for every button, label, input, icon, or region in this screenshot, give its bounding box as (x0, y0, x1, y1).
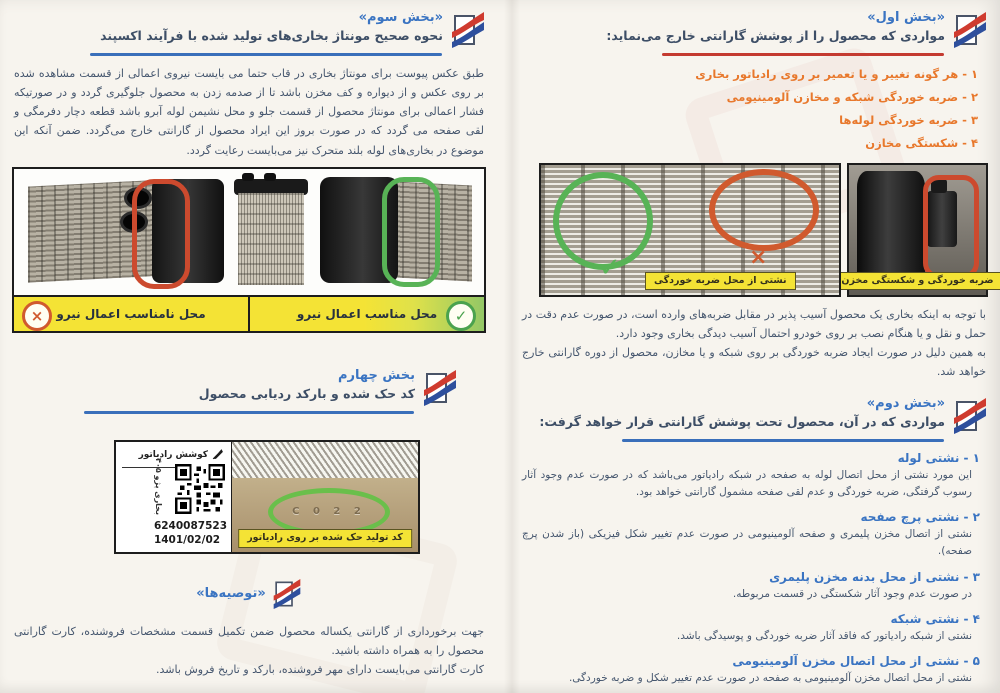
section1-paragraph: به همین دلیل در صورت ایجاد ضربه خوردگی بر روی شبکه و یا مخازن، محصول از دوره گارانتی خارج خواهد شد. (522, 346, 986, 379)
radiator-fins-strip (232, 442, 418, 478)
damage-outline (923, 175, 979, 279)
section2-underline (622, 439, 944, 442)
section3-titles (100, 9, 443, 45)
coverage-item-body: این مورد نشتی از محل اتصال لوله به صفحه در شبکه رادیاتور می‌باشد که در صورت عدم وجود آثار رسوب گرفتگی، ضربه خوردگی و عدم لقی صفحه مشمول گارانتی خواهد بود. (522, 468, 972, 498)
tank-damage-photo (841, 163, 994, 297)
brand-name: کوشش رادیاتور (138, 450, 208, 461)
figure-label-bar (14, 295, 484, 331)
section4-subtitle: کد حک شده و بارکد ردیابی محصول (198, 385, 415, 401)
section2-title: «بخش دوم» (866, 395, 945, 411)
brand-mark-icon (952, 395, 988, 437)
mounting-figure (12, 167, 486, 333)
coverage-item-heading: ۵ - نشتی از محل اتصال مخزن آلومینیومی (732, 654, 980, 669)
section3-header (12, 9, 486, 51)
product-name-vertical: بخاری پژو ۴۰۵ (153, 457, 163, 515)
list-item: ۴ - شکستگی مخازن (865, 136, 978, 150)
section2-subtitle: مواردی که در آن، محصول تحت پوشش گارانتی قرار خواهد گرفت: (539, 413, 945, 429)
check-icon: ✓ (599, 253, 621, 283)
figure-caption: کد تولید حک شده بر روی رادیاتور (238, 529, 412, 547)
warranty-exclusions-list (520, 63, 978, 155)
production-date: 1401/02/02 (153, 533, 221, 546)
label-numbers (154, 520, 227, 547)
coverage-item-body: نشتی از محل اتصال مخزن آلومینیومی به صفحه در صورت عدم تغییر شکل و ضربه خوردگی. (568, 672, 972, 685)
figure-caption: نشتی از محل ضربه خوردگی (645, 272, 796, 290)
label-text: محل نامناسب اعمال نیرو (56, 306, 206, 321)
recommendations-header (12, 576, 486, 612)
qr-code (175, 464, 225, 514)
right-page (520, 0, 994, 688)
section3-underline (90, 53, 442, 56)
coverage-item-heading: ۲ - نشتی پرچ صفحه (860, 510, 980, 525)
traceability-figure (114, 440, 420, 554)
coverage-item-body: نشتی از اتصال مخزن پلیمری و صفحه آلومینیومی در صورت عدم تغییر شکل فیزیکی (باز شدن پرچ صفحه). (522, 528, 972, 558)
page-fold-line (504, 0, 520, 693)
product-label (116, 442, 231, 552)
engraved-code-photo (231, 442, 418, 552)
radiator-fins-photo (539, 163, 841, 297)
recommendations-title: «توصیه‌ها» (196, 586, 266, 602)
section2-titles (539, 395, 945, 431)
brand-mark-icon (422, 367, 458, 409)
heater-core (238, 193, 304, 285)
brand-mark-icon (272, 576, 302, 612)
damage-example-figures (520, 163, 994, 297)
section1-title: «بخش اول» (867, 10, 945, 25)
feather-icon (211, 446, 225, 465)
damage-area-ellipse (709, 169, 819, 251)
label-text: محل مناسب اعمال نیرو (296, 306, 438, 321)
coverage-item-body: در صورت عدم وجود آثار شکستگی در قسمت مربوطه. (732, 587, 972, 600)
correct-force-outline (382, 177, 440, 287)
section2-header (520, 395, 988, 437)
wrong-force-outline (132, 179, 190, 289)
section4-title: بخش چهارم (338, 367, 415, 383)
coverage-item-heading: ۴ - نشتی شبکه (890, 612, 980, 627)
label-wrong-force (14, 297, 250, 331)
coverage-item-body: نشتی از شبکه رادیاتور که فاقد آثار ضربه خوردگی و پوسیدگی باشد. (676, 630, 972, 643)
check-badge-icon: ✓ (446, 301, 476, 331)
recommendations-paragraph: کارت گارانتی می‌بایست دارای مهر فروشنده، بارکد و تاریخ فروش باشد. (155, 662, 484, 676)
list-item: ۱ - هر گونه تغییر و یا تعمیر بر روی رادیاتور بخاری (695, 67, 978, 81)
section1-paragraph: با توجه به اینکه بخاری یک محصول آسیب پذیر در مقابل ضربه‌های وارده است، در صورت عدم دقت در حمل و نقل و یا هنگام نصب بر روی خودرو احتمال آسیب دیدگی بخاری وجود دارد. (522, 308, 986, 341)
section4-header (12, 367, 458, 409)
section1-underline (662, 53, 944, 56)
section3-title: «بخش سوم» (358, 10, 443, 25)
section1-titles (606, 9, 945, 45)
heater-photos (14, 169, 484, 295)
section4 (12, 367, 458, 414)
section4-titles (199, 367, 415, 403)
x-badge-icon: × (22, 301, 52, 331)
heater-photo-correct (320, 177, 472, 285)
section1-header (520, 9, 988, 51)
figure-caption: ضربه خوردگی و شکستگی مخزن (832, 272, 1000, 290)
section4-underline (84, 411, 414, 414)
recommendations-paragraph: جهت برخورداری از گارانتی یکساله محصول ضمن تکمیل قسمت مشخصات فروشنده، کارت گارانتی محصول را به همراه داشته باشید. (14, 624, 484, 657)
section1-subtitle: مواردی که محصول را از پوشش گارانتی خارج می‌نماید: (606, 28, 945, 44)
x-icon: × (749, 245, 768, 270)
section3-paragraph: طبق عکس پیوست برای مونتاژ بخاری در قاب حتما می بایست نیروی اعمالی از قسمت مشاهده شده بر روی عکس و از دیواره و کف مخزن باشد تا از صدمه زدن به محصول جلوگیری گردد و در صورتیکه فشار اعمالی برای مونتاژ محصول از قسمت جلو و محل نشیمن لوله آبرو باشد قطعه دچار دفرمگی و لقی صفحه می گردد که در صورت بروز این ایراد محصول از گارانتی خارج می‌گردد. ضمن آنکه این موضوع در بخاری‌های لوله بلند متحرک نیز می‌بایست رعایت گردد. (14, 67, 484, 157)
heater-photo-wrong (28, 179, 224, 283)
section3-subtitle: نحوه صحیح مونتاژ بخاری‌های تولید شده با فرآیند اکسپند (100, 28, 443, 44)
barcode-number: 6240087523 (153, 520, 227, 533)
brand-mark-icon (952, 9, 988, 51)
warranty-coverage-list (520, 451, 988, 688)
coverage-item-heading: ۳ - نشتی از محل بدنه مخزن پلیمری (769, 569, 980, 584)
coverage-item-heading: ۱ - نشتی لوله (897, 450, 980, 465)
engraved-code: 2 2 C 0 (292, 506, 366, 518)
heater-photo-front (238, 179, 304, 285)
left-page (12, 0, 486, 679)
label-correct-force (250, 297, 484, 331)
brand-mark-icon (450, 9, 486, 51)
list-item: ۲ - ضربه خوردگی شبکه و مخازن آلومینیومی (726, 90, 978, 104)
list-item: ۳ - ضربه خوردگی لوله‌ها (839, 113, 978, 127)
